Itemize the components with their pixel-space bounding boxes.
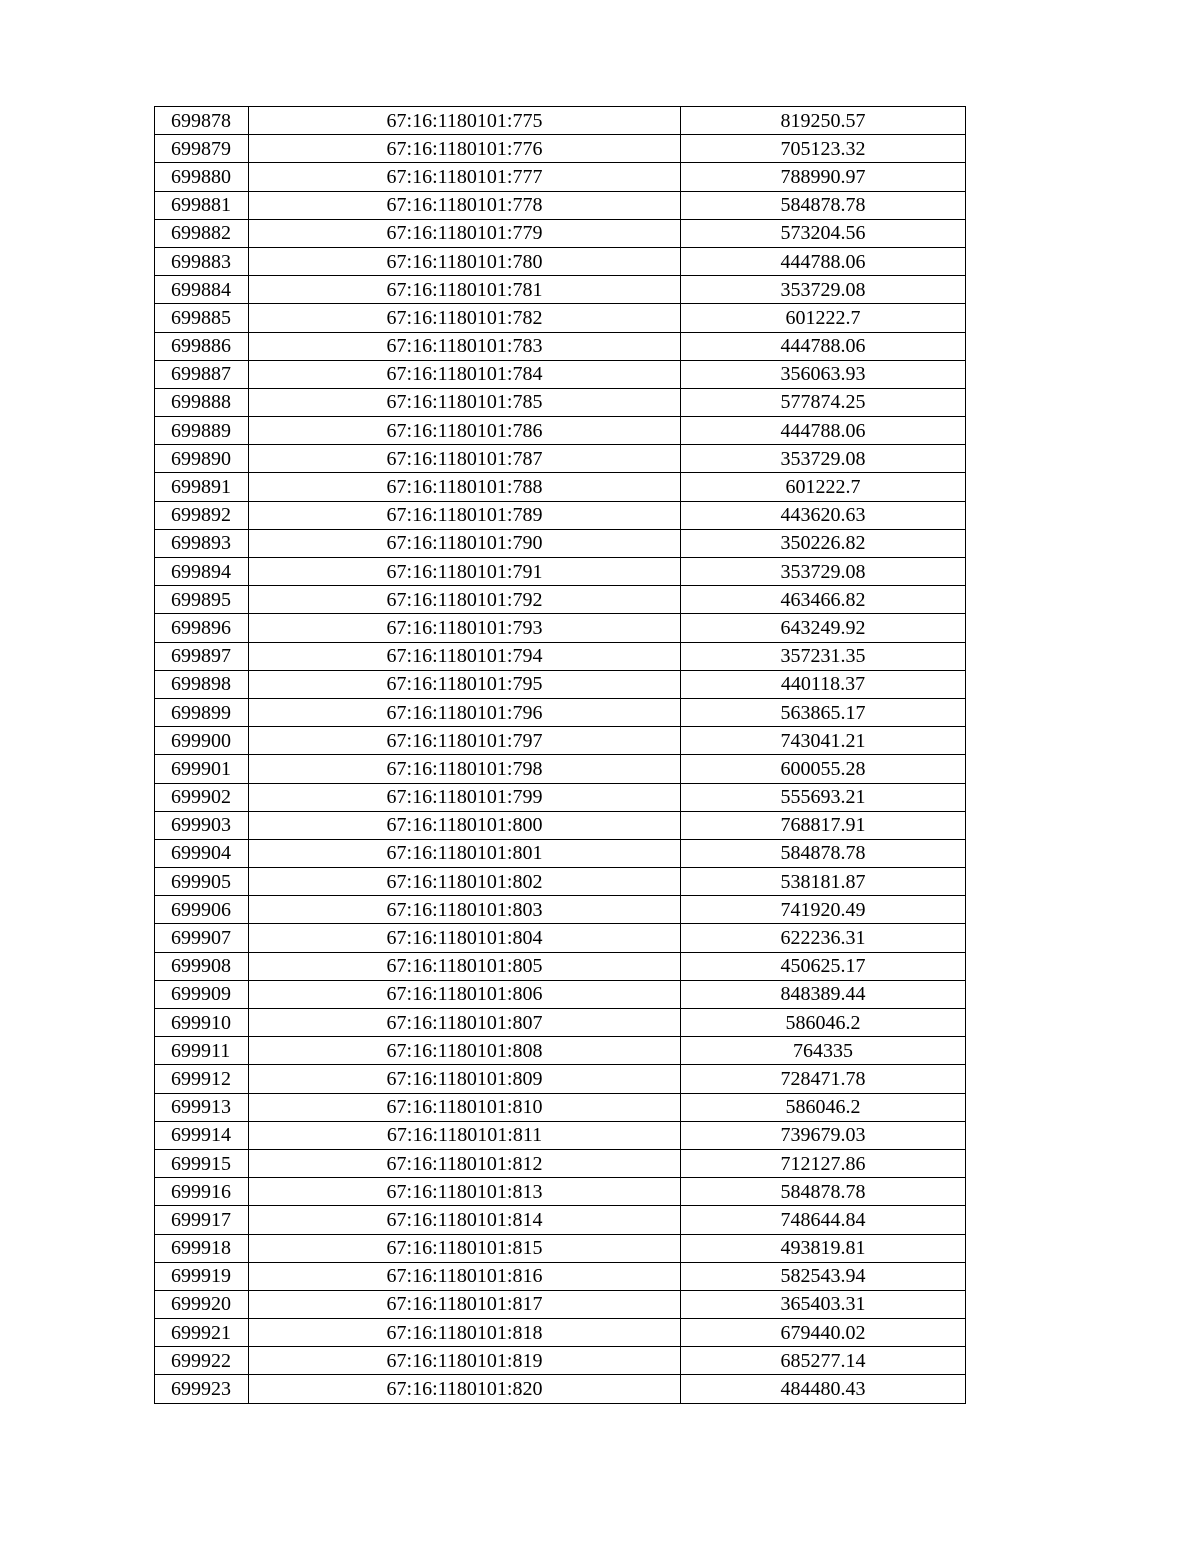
table-row xyxy=(155,586,966,614)
table-row xyxy=(155,304,966,332)
row-id-cell: 699901 xyxy=(155,755,249,783)
cadastral-number-cell: 67:16:1180101:810 xyxy=(249,1093,681,1121)
cadastral-number-cell: 67:16:1180101:791 xyxy=(249,558,681,586)
table-row xyxy=(155,247,966,275)
cadastral-number-cell: 67:16:1180101:798 xyxy=(249,755,681,783)
value-cell: 739679.03 xyxy=(681,1121,966,1149)
table-row xyxy=(155,783,966,811)
cadastral-number-cell: 67:16:1180101:802 xyxy=(249,868,681,896)
cadastral-number-cell: 67:16:1180101:795 xyxy=(249,670,681,698)
row-id-cell: 699887 xyxy=(155,360,249,388)
row-id-cell: 699880 xyxy=(155,163,249,191)
cadastral-number-cell: 67:16:1180101:814 xyxy=(249,1206,681,1234)
cadastral-number-cell: 67:16:1180101:816 xyxy=(249,1262,681,1290)
value-cell: 586046.2 xyxy=(681,1093,966,1121)
value-cell: 643249.92 xyxy=(681,614,966,642)
cadastral-number-cell: 67:16:1180101:806 xyxy=(249,980,681,1008)
row-id-cell: 699905 xyxy=(155,868,249,896)
cadastral-number-cell: 67:16:1180101:789 xyxy=(249,501,681,529)
row-id-cell: 699912 xyxy=(155,1065,249,1093)
table-row xyxy=(155,924,966,952)
cadastral-number-cell: 67:16:1180101:808 xyxy=(249,1037,681,1065)
value-cell: 764335 xyxy=(681,1037,966,1065)
value-cell: 748644.84 xyxy=(681,1206,966,1234)
cadastral-number-cell: 67:16:1180101:794 xyxy=(249,642,681,670)
row-id-cell: 699884 xyxy=(155,276,249,304)
table-row xyxy=(155,276,966,304)
value-cell: 582543.94 xyxy=(681,1262,966,1290)
value-cell: 679440.02 xyxy=(681,1319,966,1347)
row-id-cell: 699886 xyxy=(155,332,249,360)
table-row xyxy=(155,755,966,783)
table-row xyxy=(155,1206,966,1234)
table-row xyxy=(155,839,966,867)
row-id-cell: 699915 xyxy=(155,1149,249,1177)
row-id-cell: 699889 xyxy=(155,417,249,445)
table-row xyxy=(155,501,966,529)
value-cell: 484480.43 xyxy=(681,1375,966,1403)
value-cell: 788990.97 xyxy=(681,163,966,191)
value-cell: 365403.31 xyxy=(681,1290,966,1318)
value-cell: 463466.82 xyxy=(681,586,966,614)
row-id-cell: 699918 xyxy=(155,1234,249,1262)
value-cell: 450625.17 xyxy=(681,952,966,980)
table-row xyxy=(155,1037,966,1065)
table-row xyxy=(155,1149,966,1177)
value-cell: 538181.87 xyxy=(681,868,966,896)
table-row xyxy=(155,473,966,501)
cadastral-number-cell: 67:16:1180101:796 xyxy=(249,698,681,726)
row-id-cell: 699904 xyxy=(155,839,249,867)
value-cell: 601222.7 xyxy=(681,304,966,332)
table-row xyxy=(155,1347,966,1375)
value-cell: 586046.2 xyxy=(681,1009,966,1037)
row-id-cell: 699902 xyxy=(155,783,249,811)
table-row xyxy=(155,445,966,473)
cadastral-number-cell: 67:16:1180101:804 xyxy=(249,924,681,952)
row-id-cell: 699911 xyxy=(155,1037,249,1065)
row-id-cell: 699888 xyxy=(155,388,249,416)
row-id-cell: 699923 xyxy=(155,1375,249,1403)
row-id-cell: 699879 xyxy=(155,135,249,163)
cadastral-number-cell: 67:16:1180101:780 xyxy=(249,247,681,275)
table-row xyxy=(155,727,966,755)
row-id-cell: 699909 xyxy=(155,980,249,1008)
value-cell: 819250.57 xyxy=(681,107,966,135)
cadastral-number-cell: 67:16:1180101:815 xyxy=(249,1234,681,1262)
cadastral-number-cell: 67:16:1180101:784 xyxy=(249,360,681,388)
table-row xyxy=(155,1093,966,1121)
table-row xyxy=(155,952,966,980)
table-row xyxy=(155,811,966,839)
value-cell: 584878.78 xyxy=(681,191,966,219)
table-row xyxy=(155,1065,966,1093)
cadastral-number-cell: 67:16:1180101:800 xyxy=(249,811,681,839)
value-cell: 444788.06 xyxy=(681,332,966,360)
row-id-cell: 699916 xyxy=(155,1178,249,1206)
cadastral-number-cell: 67:16:1180101:777 xyxy=(249,163,681,191)
row-id-cell: 699900 xyxy=(155,727,249,755)
cadastral-number-cell: 67:16:1180101:788 xyxy=(249,473,681,501)
row-id-cell: 699894 xyxy=(155,558,249,586)
row-id-cell: 699917 xyxy=(155,1206,249,1234)
table-row xyxy=(155,332,966,360)
cadastral-number-cell: 67:16:1180101:803 xyxy=(249,896,681,924)
cadastral-number-cell: 67:16:1180101:793 xyxy=(249,614,681,642)
value-cell: 577874.25 xyxy=(681,388,966,416)
row-id-cell: 699878 xyxy=(155,107,249,135)
row-id-cell: 699890 xyxy=(155,445,249,473)
cadastral-number-cell: 67:16:1180101:775 xyxy=(249,107,681,135)
row-id-cell: 699921 xyxy=(155,1319,249,1347)
cadastral-number-cell: 67:16:1180101:813 xyxy=(249,1178,681,1206)
value-cell: 350226.82 xyxy=(681,529,966,557)
cadastral-number-cell: 67:16:1180101:809 xyxy=(249,1065,681,1093)
cadastral-number-cell: 67:16:1180101:820 xyxy=(249,1375,681,1403)
table-row xyxy=(155,529,966,557)
value-cell: 573204.56 xyxy=(681,219,966,247)
table-row xyxy=(155,1121,966,1149)
row-id-cell: 699885 xyxy=(155,304,249,332)
table-row xyxy=(155,1262,966,1290)
cadastral-number-cell: 67:16:1180101:776 xyxy=(249,135,681,163)
value-cell: 685277.14 xyxy=(681,1347,966,1375)
table-row xyxy=(155,980,966,1008)
row-id-cell: 699906 xyxy=(155,896,249,924)
row-id-cell: 699891 xyxy=(155,473,249,501)
cadastral-number-cell: 67:16:1180101:785 xyxy=(249,388,681,416)
row-id-cell: 699919 xyxy=(155,1262,249,1290)
table-row xyxy=(155,1319,966,1347)
table-row xyxy=(155,360,966,388)
row-id-cell: 699881 xyxy=(155,191,249,219)
row-id-cell: 699913 xyxy=(155,1093,249,1121)
value-cell: 353729.08 xyxy=(681,558,966,586)
cadastral-number-cell: 67:16:1180101:819 xyxy=(249,1347,681,1375)
table-row xyxy=(155,388,966,416)
cadastral-number-cell: 67:16:1180101:779 xyxy=(249,219,681,247)
cadastral-number-cell: 67:16:1180101:781 xyxy=(249,276,681,304)
row-id-cell: 699883 xyxy=(155,247,249,275)
row-id-cell: 699920 xyxy=(155,1290,249,1318)
table-row xyxy=(155,558,966,586)
table-body xyxy=(155,107,966,1404)
value-cell: 741920.49 xyxy=(681,896,966,924)
value-cell: 356063.93 xyxy=(681,360,966,388)
cadastral-number-cell: 67:16:1180101:812 xyxy=(249,1149,681,1177)
cadastral-number-cell: 67:16:1180101:818 xyxy=(249,1319,681,1347)
table-row xyxy=(155,191,966,219)
cadastral-number-cell: 67:16:1180101:801 xyxy=(249,839,681,867)
row-id-cell: 699882 xyxy=(155,219,249,247)
cadastral-number-cell: 67:16:1180101:811 xyxy=(249,1121,681,1149)
table-row xyxy=(155,163,966,191)
cadastral-number-cell: 67:16:1180101:790 xyxy=(249,529,681,557)
row-id-cell: 699914 xyxy=(155,1121,249,1149)
table-row xyxy=(155,219,966,247)
table-row xyxy=(155,1009,966,1037)
table-row xyxy=(155,1375,966,1403)
cadastral-number-cell: 67:16:1180101:797 xyxy=(249,727,681,755)
cadastral-number-cell: 67:16:1180101:782 xyxy=(249,304,681,332)
cadastral-number-cell: 67:16:1180101:792 xyxy=(249,586,681,614)
value-cell: 440118.37 xyxy=(681,670,966,698)
row-id-cell: 699908 xyxy=(155,952,249,980)
value-cell: 848389.44 xyxy=(681,980,966,1008)
value-cell: 712127.86 xyxy=(681,1149,966,1177)
table-row xyxy=(155,1234,966,1262)
data-table xyxy=(154,106,966,1404)
value-cell: 563865.17 xyxy=(681,698,966,726)
table-row xyxy=(155,1178,966,1206)
value-cell: 600055.28 xyxy=(681,755,966,783)
cadastral-number-cell: 67:16:1180101:787 xyxy=(249,445,681,473)
value-cell: 353729.08 xyxy=(681,445,966,473)
cadastral-number-cell: 67:16:1180101:778 xyxy=(249,191,681,219)
table-row xyxy=(155,896,966,924)
table-row xyxy=(155,417,966,445)
table-row xyxy=(155,868,966,896)
row-id-cell: 699899 xyxy=(155,698,249,726)
value-cell: 584878.78 xyxy=(681,1178,966,1206)
table-row xyxy=(155,670,966,698)
value-cell: 622236.31 xyxy=(681,924,966,952)
row-id-cell: 699907 xyxy=(155,924,249,952)
value-cell: 768817.91 xyxy=(681,811,966,839)
cadastral-number-cell: 67:16:1180101:783 xyxy=(249,332,681,360)
table-row xyxy=(155,107,966,135)
value-cell: 444788.06 xyxy=(681,417,966,445)
value-cell: 705123.32 xyxy=(681,135,966,163)
row-id-cell: 699897 xyxy=(155,642,249,670)
cadastral-number-cell: 67:16:1180101:786 xyxy=(249,417,681,445)
row-id-cell: 699896 xyxy=(155,614,249,642)
table-row xyxy=(155,1290,966,1318)
value-cell: 444788.06 xyxy=(681,247,966,275)
table-row xyxy=(155,135,966,163)
value-cell: 555693.21 xyxy=(681,783,966,811)
value-cell: 601222.7 xyxy=(681,473,966,501)
cadastral-number-cell: 67:16:1180101:817 xyxy=(249,1290,681,1318)
value-cell: 353729.08 xyxy=(681,276,966,304)
table-row xyxy=(155,642,966,670)
value-cell: 728471.78 xyxy=(681,1065,966,1093)
table-row xyxy=(155,614,966,642)
value-cell: 443620.63 xyxy=(681,501,966,529)
row-id-cell: 699895 xyxy=(155,586,249,614)
row-id-cell: 699903 xyxy=(155,811,249,839)
row-id-cell: 699910 xyxy=(155,1009,249,1037)
row-id-cell: 699898 xyxy=(155,670,249,698)
cadastral-number-cell: 67:16:1180101:799 xyxy=(249,783,681,811)
table-row xyxy=(155,698,966,726)
value-cell: 357231.35 xyxy=(681,642,966,670)
value-cell: 743041.21 xyxy=(681,727,966,755)
value-cell: 584878.78 xyxy=(681,839,966,867)
row-id-cell: 699922 xyxy=(155,1347,249,1375)
cadastral-number-cell: 67:16:1180101:805 xyxy=(249,952,681,980)
row-id-cell: 699892 xyxy=(155,501,249,529)
row-id-cell: 699893 xyxy=(155,529,249,557)
value-cell: 493819.81 xyxy=(681,1234,966,1262)
cadastral-number-cell: 67:16:1180101:807 xyxy=(249,1009,681,1037)
